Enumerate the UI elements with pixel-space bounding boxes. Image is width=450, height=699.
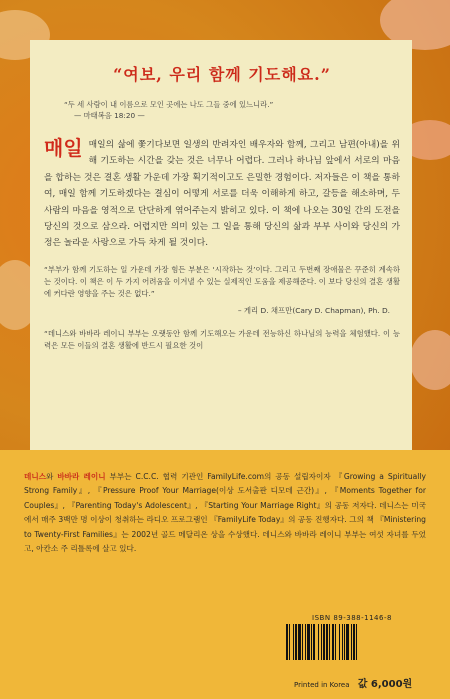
barcode-area	[286, 614, 418, 666]
author-bio-text: 부부는 C.C.C. 협력 기관인 FamilyLife.com의 공동 설립자이자 『Growing a Spiritually Strong Family』, 『Pressure Proof Your Marriage(이상 도서출판 디모데 근간)』, 『Moments Together for Couples』, 『Parenting Today's Adolescent』, 『Starting Your Marriage Right』의 공동 저자다. 데니스는 미국에서 매주 3백만 명 이상이 청취하는 라디오 프로그램인 『FamilyLife Today』의 공동 진행자다. 그의 책 『Ministering to Twenty-First Families』는 2002년 골드 메달리온 상을 수상했다. 데니스와 바바라 레이니 부부는 여섯 자녀를 두었고, 아칸소 주 리틀록에 살고 있다.	[24, 472, 427, 554]
price: 값 6,000원	[357, 679, 413, 690]
barcode-bar	[357, 624, 360, 660]
endorsement-attribution: – 게리 D. 채프만(Cary D. Chapman), Ph. D.	[237, 305, 390, 315]
drop-cap: 매일	[44, 136, 83, 160]
flower-petal-decoration	[410, 330, 450, 390]
author-name: 데니스	[24, 472, 47, 481]
coauthor-name: 바바라 레이니	[57, 472, 106, 481]
printed-in: Printed in Korea	[294, 681, 350, 689]
endorsement-quote-2: “데니스와 바바라 레이니 부부는 오랫동안 함께 기도해오는 가운데 전능하신 하나님의 능력을 체험했다. 이 능력은 모든 이들의 결혼 생활에 반드시 필요한 것이	[44, 328, 400, 351]
description-block	[44, 137, 400, 252]
author-and: 와	[46, 472, 58, 481]
author-info-band	[0, 450, 450, 699]
endorsement-quote: “부부가 함께 기도하는 일 가운데 가장 힘든 부분은 ‘시작하는 것’이다. 그리고 두번째 장애물은 꾸준히 계속하는 것이다. 이 책은 이 두 가지 어려움을 이겨낼 수 있는 실제적인 도움을 제공해준다. 이 보다 당신의 결혼 생활에 커다란 영향을 주는 것은 없다.”	[44, 264, 400, 299]
description-text: 매일의 삶에 쫓기다보면 일생의 반려자인 배우자와 함께, 그리고 남편(아내)을 위해 기도하는 시간을 갖는 것은 너무나 어렵다. 그러나 하나님 앞에서 서로의 마음을 합하는 것은 결혼 생활 가운데 가장 획기적이고도 은밀한 경험이다. 저자들은 이 책을 통하여, 매일 함께 기도하겠다는 결심이 어떻게 서로를 더욱 이해하게 하고, 갈등을 해소하며, 두 사람의 마음을 영적으로 단단하게 엮어주는지 밝히고 있다. 이 책에 나오는 30일 간의 도전을 당신의 것으로 삼으라. 어렵지만 의미 있는 그 일을 통해 당신의 삶과 부부 사이와 당신의 가정은 놀라운 사랑으로 가득 차게 될 것이다.	[44, 140, 400, 249]
barcode-icon	[286, 624, 418, 660]
headline: “여보, 우리 함께 기도해요.”	[113, 65, 331, 84]
author-bio	[24, 470, 426, 556]
bible-verse-reference: — 마태복음 18:20 —	[74, 111, 145, 120]
price-line	[294, 675, 412, 690]
bible-verse: “두 세 사람이 내 이름으로 모인 곳에는 나도 그들 중에 있느니라.”	[64, 100, 274, 109]
isbn: ISBN 89-388-1146-8	[312, 614, 392, 622]
